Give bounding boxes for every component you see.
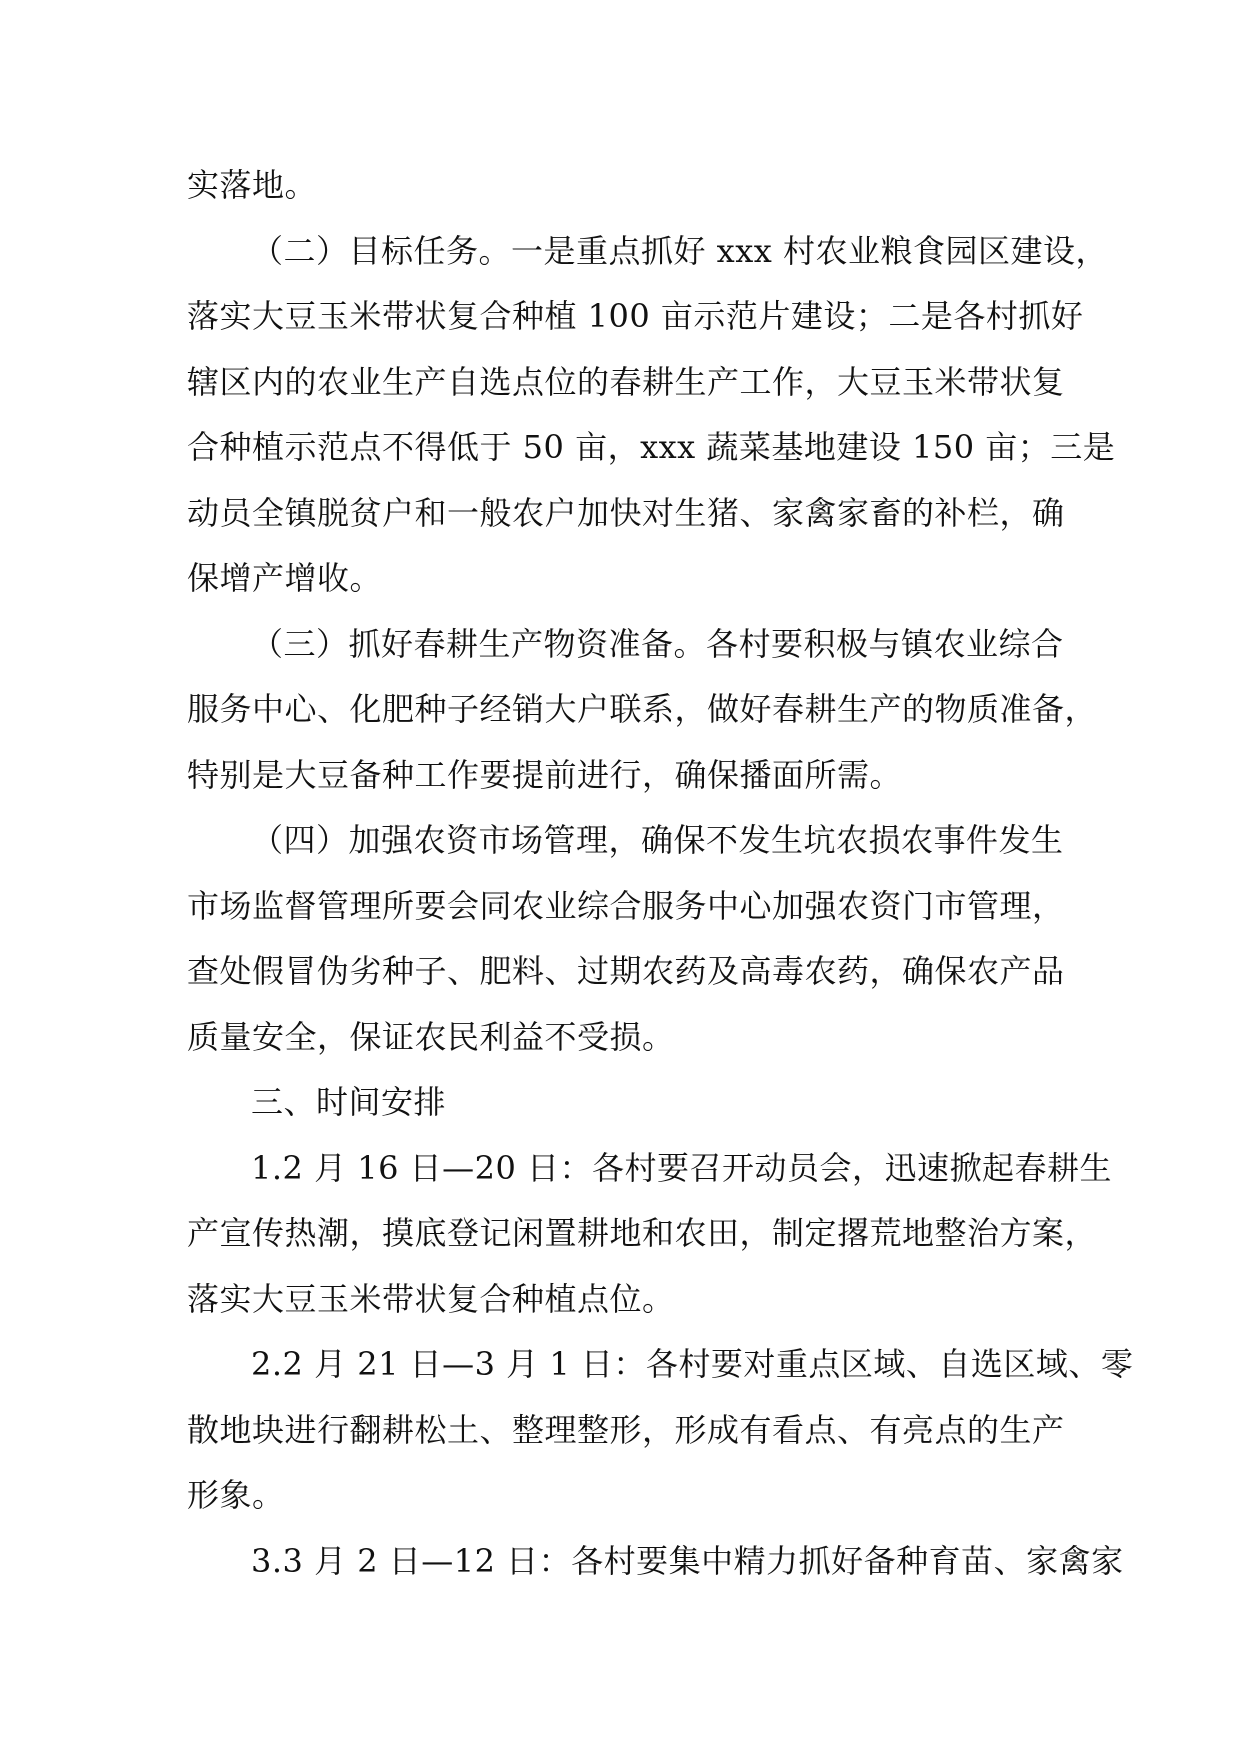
text-line: 实落地。 [187, 166, 318, 204]
schedule-item-3: 3.3 月 2 日—12 日：各村要集中精力抓好备种育苗、家禽家 [251, 1541, 1124, 1580]
schedule-item-2: 2.2 月 21 日—3 月 1 日：各村要对重点区域、自选区域、零 [251, 1345, 1134, 1383]
section-heading-schedule: 三、时间安排 [251, 1083, 447, 1121]
document-body [187, 166, 1134, 1608]
text-line: 查处假冒伪劣种子、肥料、过期农药及高毒农药，确保农产品 [187, 952, 1065, 990]
paragraph-market-management: （四）加强农资市场管理，确保不发生坑农损农事件发生 [251, 821, 1064, 859]
text-line: 产宣传热潮，摸底登记闲置耕地和农田，制定撂荒地整治方案， [187, 1214, 1098, 1252]
text-line: 特别是大豆备种工作要提前进行，确保播面所需。 [187, 755, 903, 794]
text-line: 合种植示范点不得低于 50 亩，xxx 蔬菜基地建设 150 亩；三是 [187, 428, 1116, 466]
text-line: 形象。 [187, 1476, 285, 1514]
text-line: 保增产增收。 [187, 559, 383, 597]
paragraph-target-tasks: （二）目标任务。一是重点抓好 xxx 村农业粮食园区建设， [251, 231, 1108, 270]
text-line: 辖区内的农业生产自选点位的春耕生产工作，大豆玉米带状复 [187, 362, 1065, 401]
text-line: 服务中心、化肥种子经销大户联系，做好春耕生产的物质准备， [187, 690, 1098, 728]
text-line: 落实大豆玉米带状复合种植点位。 [187, 1279, 675, 1318]
text-line: 散地块进行翻耕松土、整理整形，形成有看点、有亮点的生产 [187, 1410, 1065, 1449]
text-line: 市场监督管理所要会同农业综合服务中心加强农资门市管理， [187, 886, 1065, 925]
text-line: 动员全镇脱贫户和一般农户加快对生猪、家禽家畜的补栏，确 [187, 493, 1065, 532]
schedule-item-1: 1.2 月 16 日—20 日：各村要召开动员会，迅速掀起春耕生 [251, 1148, 1113, 1187]
paragraph-materials-preparation: （三）抓好春耕生产物资准备。各村要积极与镇农业综合 [251, 624, 1064, 663]
text-line: 质量安全，保证农民利益不受损。 [187, 1017, 675, 1056]
text-line: 落实大豆玉米带状复合种植 100 亩示范片建设；二是各村抓好 [187, 297, 1084, 335]
